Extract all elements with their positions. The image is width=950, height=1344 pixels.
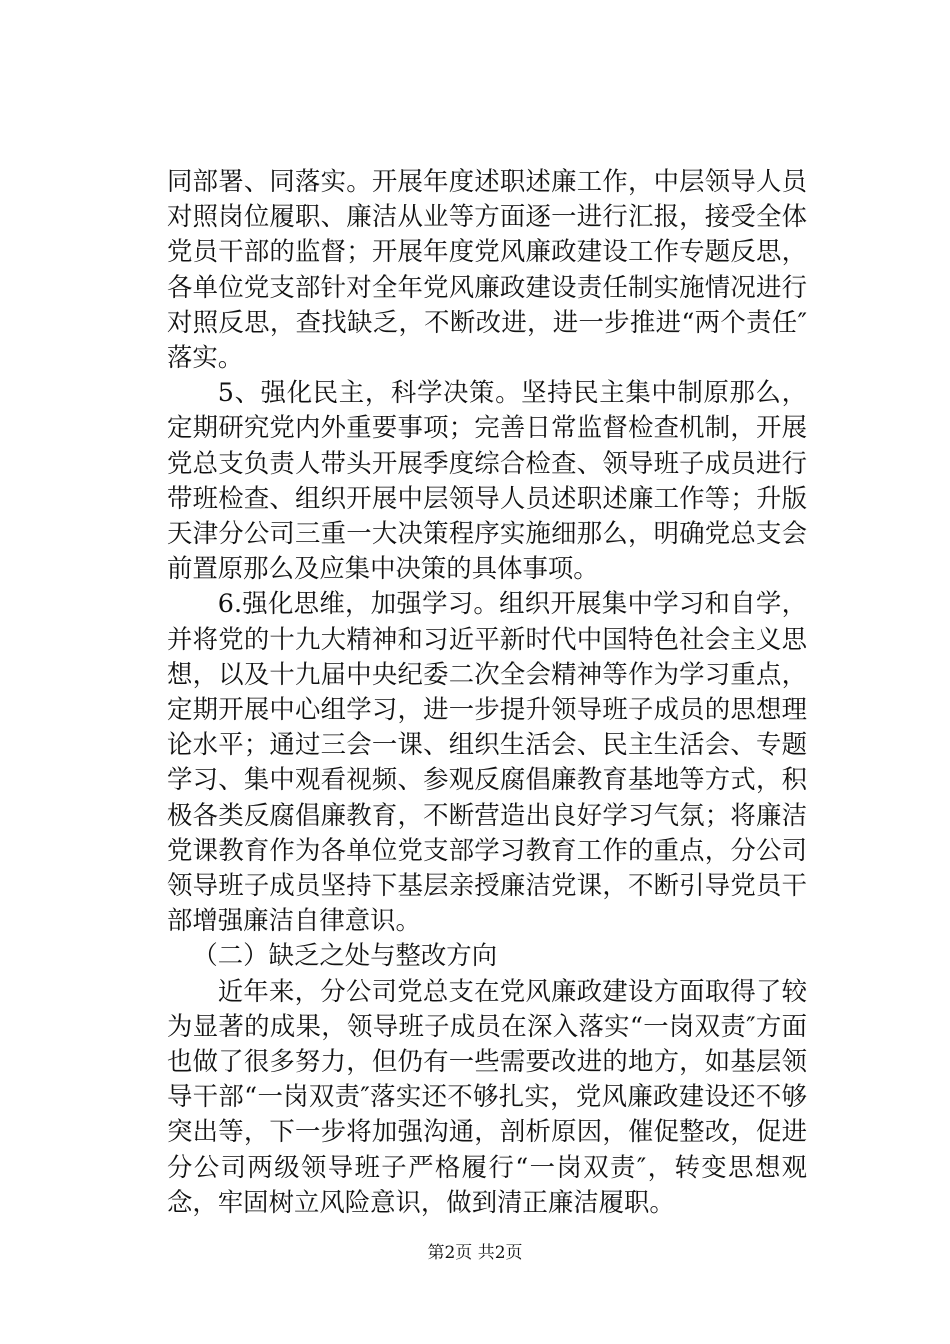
paragraph-democracy-decision: 5、强化民主，科学决策。坚持民主集中制原那么，定期研究党内外重要事项；完善日常监督检查机制，开展党总支负责人带头开展季度综合检查、领导班子成员进行带班检查、组织开展中层领导人员述职述廉工作等；升版天津分公司三重一大决策程序实施细那么，明确党总支会前置原那么及应集中决策的具体事项。 xyxy=(167,377,807,584)
document-body xyxy=(167,164,807,1220)
paragraph-rectification-direction: 近年来，分公司党总支在党风廉政建设方面取得了较为显著的成果，领导班子成员在深入落实“一岗双责″方面也做了很多努力，但仍有一些需要改进的地方，如基层领导干部“一岗双责″落实还不够扎实，党风廉政建设还不够突出等，下一步将加强沟通，剖析原因，催促整改，促进分公司两级领导班子严格履行“一岗双责″，转变思想观念，牢固树立风险意识，做到清正廉洁履职。 xyxy=(167,975,807,1217)
section-heading-shortcomings: （二）缺乏之处与整改方向 xyxy=(192,940,498,971)
page-number-footer: 第2页 共2页 xyxy=(427,1243,523,1263)
paragraph-responsibility-implementation: 同部署、同落实。开展年度述职述廉工作，中层领导人员对照岗位履职、廉洁从业等方面逐一进行汇报，接受全体党员干部的监督；开展年度党风廉政建设工作专题反思，各单位党支部针对全年党风廉政建设责任制实施情况进行对照反思，查找缺乏，不断改进，进一步推进“两个责任″落实。 xyxy=(167,166,807,373)
paragraph-study-learning: 6.强化思维，加强学习。组织开展集中学习和自学，并将党的十九大精神和习近平新时代中国特色社会主义思想，以及十九届中央纪委二次全会精神等作为学习重点，定期开展中心组学习，进一步提升领导班子成员的思想理论水平；通过三会一课、组织生活会、民主生活会、专题学习、集中观看视频、参观反腐倡廉教育基地等方式，积极各类反腐倡廉教育，不断营造出良好学习气氛；将廉洁党课教育作为各单位党支部学习教育工作的重点，分公司领导班子成员坚持下基层亲授廉洁党课，不断引导党员干部增强廉洁自律意识。 xyxy=(167,588,807,936)
